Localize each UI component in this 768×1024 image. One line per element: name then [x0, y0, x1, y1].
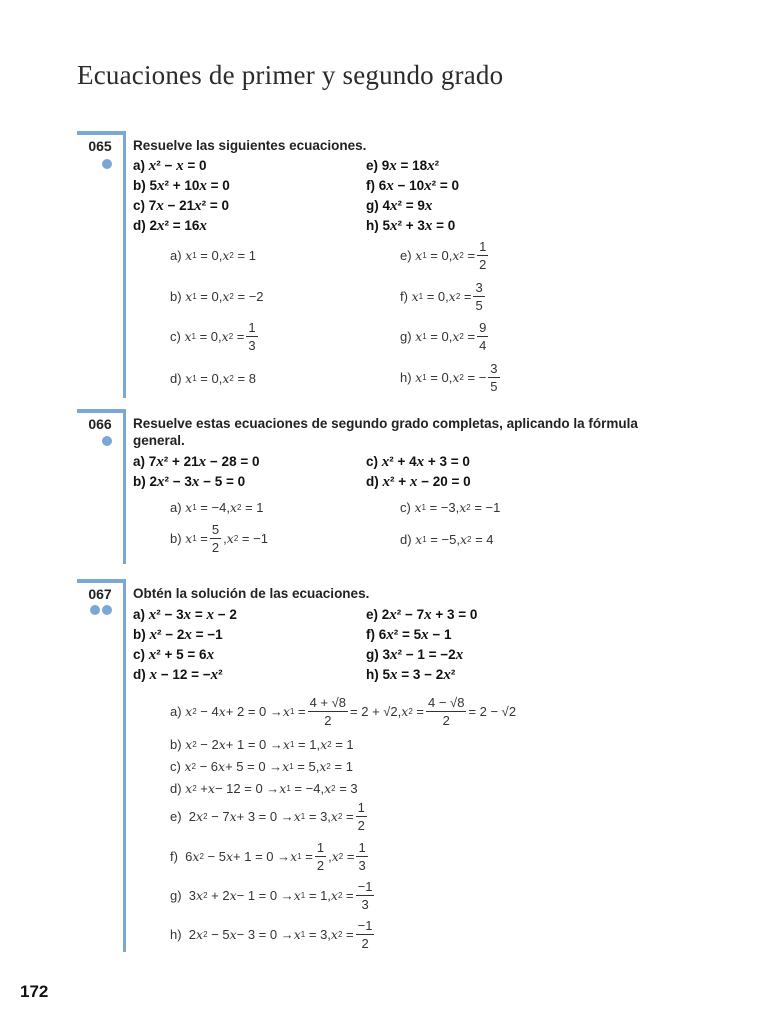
problem-statement-066-line1: Resuelve estas ecuaciones de segundo grado completas, aplicando la fórmula [133, 416, 638, 431]
exercise-065-e: e) 9x = 18x² [366, 158, 440, 174]
solution-065-c: c) x 1 = 0, x 2 = $\frac{1}{3}$ [170, 320, 256, 353]
solution-065-g: g) x 1 = 0, x 2 = $\frac{9}{4}$ [400, 320, 487, 353]
problem-rule-066 [123, 409, 126, 564]
exercise-067-g: g) 3x² − 1 = −2x [366, 647, 464, 663]
exercise-066-a: a) 7x² + 21x − 28 = 0 [133, 454, 260, 470]
solution-066-d: d) x 1 = −5, x 2 = 4 [400, 532, 494, 547]
exercise-067-e: e) 2x² − 7x + 3 = 0 [366, 607, 478, 623]
solution-065-e: e) x 1 = 0, x 2 = $\frac{1}{2}$ [400, 239, 487, 272]
problem-number-066: 066 [88, 416, 112, 432]
difficulty-dots-067 [90, 605, 112, 615]
problem-statement-066-line2: general. [133, 433, 185, 448]
exercise-065-c: c) 7x − 21x² = 0 [133, 198, 230, 214]
solution-065-h: h) x 1 = 0, x 2 = − $\frac{3}{5}$ [400, 361, 498, 394]
problem-rule-067 [123, 579, 126, 952]
exercise-066-c: c) x² + 4x + 3 = 0 [366, 454, 470, 470]
solution-066-c: c) x 1 = −3, x 2 = −1 [400, 500, 501, 515]
solution-067-g: g) 3 x 2 + 2 x − 1 = 0 → x 1 = 1, x 2 = $\frac{-1}{3}$ [170, 879, 373, 912]
exercise-067-f: f) 6x² = 5x − 1 [366, 627, 452, 643]
solution-067-b: b) x 2 − 2 x + 1 = 0 → x 1 = 1, x 2 = 1 [170, 737, 354, 752]
solution-067-h: h) 2 x 2 − 5 x − 3 = 0 → x 1 = 3, x 2 = $\frac{-1}{2}$ [170, 918, 373, 951]
exercise-067-c: c) x² + 5 = 6x [133, 647, 215, 663]
page-number: 172 [20, 982, 49, 1001]
problem-number-065: 065 [88, 138, 112, 154]
exercise-067-b: b) x² − 2x = −1 [133, 627, 223, 643]
exercise-065-h: h) 5x² + 3x = 0 [366, 218, 456, 234]
exercise-067-a: a) x² − 3x = x − 2 [133, 607, 237, 623]
exercise-065-g: g) 4x² = 9x [366, 198, 433, 214]
solution-065-b: b) x 1 = 0, x 2 = −2 [170, 289, 264, 304]
problem-bar-065 [77, 131, 126, 135]
problem-bar-066 [77, 409, 126, 413]
solution-066-b: b) x 1 = $\frac{5}{2}$ , x 2 = −1 [170, 522, 268, 555]
difficulty-dots-066 [102, 436, 112, 446]
solution-067-f: f) 6 x 2 − 5 x + 1 = 0 → x 1 = $\frac{1}{2}$ , x 2 = $\frac{1}{3}$ [170, 840, 366, 873]
solution-067-d: d) x 2 + x − 12 = 0 → x 1 = −4, x 2 = 3 [170, 781, 358, 796]
exercise-066-b: b) 2x² − 3x − 5 = 0 [133, 474, 246, 490]
solution-067-a: a) x 2 − 4 x + 2 = 0 → x 1 = $\frac{4 + √8}{2}$ = 2 + √2, x 2 = $\frac{4 - √8}{2}$ = 2 − √2 [170, 695, 517, 728]
difficulty-dots-065 [102, 159, 112, 169]
problem-statement-067: Obtén la solución de las ecuaciones. [133, 586, 370, 601]
page-title: Ecuaciones de primer y segundo grado [77, 60, 504, 90]
solution-067-c: c) x 2 − 6 x + 5 = 0 → x 1 = 5, x 2 = 1 [170, 759, 353, 774]
exercise-065-f: f) 6x − 10x² = 0 [366, 178, 460, 194]
problem-bar-067 [77, 579, 126, 583]
exercise-067-d: d) x − 12 = −x² [133, 667, 223, 683]
exercise-066-d: d) x² + x − 20 = 0 [366, 474, 471, 490]
exercise-067-h: h) 5x = 3 − 2x² [366, 667, 456, 683]
solution-066-a: a) x 1 = −4, x 2 = 1 [170, 500, 264, 515]
solution-067-e: e) 2 x 2 − 7 x + 3 = 0 → x 1 = 3, x 2 = $\frac{1}{2}$ [170, 800, 365, 833]
exercise-065-a: a) x² − x = 0 [133, 158, 207, 174]
problem-rule-065 [123, 131, 126, 398]
exercise-065-d: d) 2x² = 16x [133, 218, 207, 234]
solution-065-d: d) x 1 = 0, x 2 = 8 [170, 371, 256, 386]
solution-065-f: f) x 1 = 0, x 2 = $\frac{3}{5}$ [400, 280, 483, 313]
exercise-065-b: b) 5x² + 10x = 0 [133, 178, 230, 194]
problem-number-067: 067 [88, 586, 112, 602]
problem-statement-065: Resuelve las siguientes ecuaciones. [133, 138, 367, 153]
solution-065-a: a) x 1 = 0, x 2 = 1 [170, 248, 256, 263]
